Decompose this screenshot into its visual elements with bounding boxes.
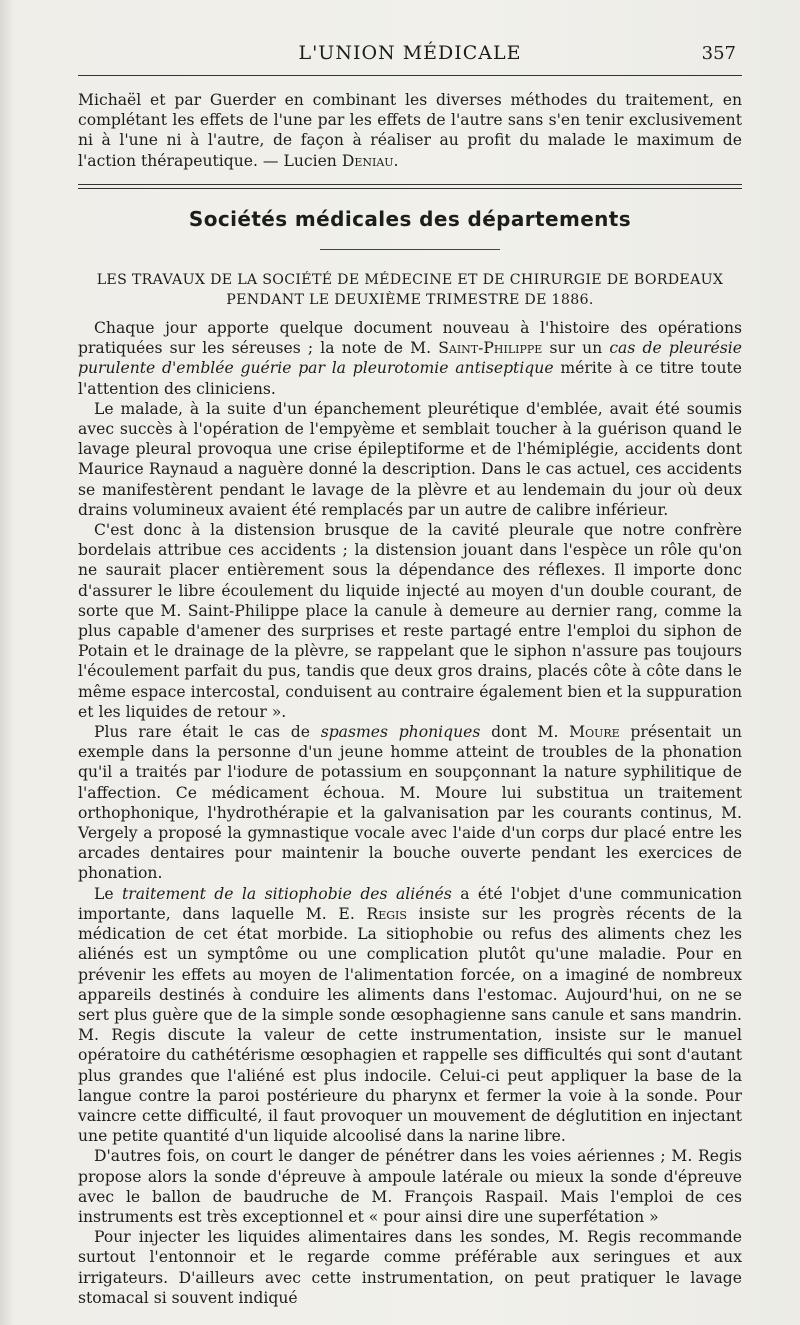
p4-author-name: Moure [569, 723, 620, 742]
section-divider [78, 184, 742, 189]
intro-author: Deniau. [341, 151, 399, 170]
p1-text-c: mérite à ce titre toute l'attention des cliniciens. [78, 359, 742, 398]
section-title: Sociétés médicales des départements [188, 207, 632, 231]
page-header [78, 42, 742, 68]
intro-text: Michaël et par Guerder en combinant les diverses méthodes du traitement, en complétant les effets de l'une par les effets de l'autre sans s'en tenir exclusivement ni à l'une ni à l'autre, de façon à réaliser au profit du malade le maximum de l'action thérapeutique. — Lucien [78, 91, 742, 170]
article-body [78, 318, 742, 1308]
paragraph-7: Pour injecter les liquides alimentaires dans les sondes, M. Regis recommande surtout l'entonnoir et le regarde comme préférable aux seringues et aux irrigateurs. D'ailleurs avec cette instrumentation, on peut pratiquer le lavage stomacal si souvent indiqué [78, 1228, 742, 1307]
paragraph-2: Le malade, à la suite d'un épanchement pleurétique d'emblée, avait été soumis avec succès à l'opération de l'empyème et semblait toucher à la guérison quand le lavage pleural provoqua une crise épileptiforme et de l'hémiplégie, accidents dont Maurice Raynaud a naguère donné la description. Dans le cas actuel, ces accidents se manifestèrent pendant le lavage de la plèvre et au lendemain du jour où deux drains volumineux avaient été remplacés par un autre de calibre inférieur. [78, 399, 742, 519]
p5-text-b: a été l'objet d'une communication importante, dans laquelle M. E. [78, 884, 742, 923]
p4-text-c: présentait un exemple dans la personne d'un jeune homme atteint de troubles de la phonation qu'il a traités par l'iodure de potassium en soupçonnant la nature syphilitique de l'affection. Ce médicament échoua. M. Moure lui substitua un traitement orthophonique, l'hydrothérapie et la galvanisation par les courants continus, M. Vergely a proposé la gymnastique vocale avec l'aide d'un corps dur placé entre les arcades dentaires pour maintenir la bouche ouverte pendant les exercices de phonation. [78, 723, 742, 883]
paragraph-5 [78, 884, 742, 1147]
p1-author-name: Saint-Philippe [438, 339, 543, 358]
p1-case-title: cas de pleurésie purulente d'emblée guérie par la pleurotomie antiseptique [78, 339, 742, 378]
running-title: L'UNION MÉDICALE [298, 42, 522, 64]
header-rule [78, 75, 742, 76]
p1-text-a: Chaque jour apporte quelque document nouveau à l'histoire des opérations pratiquées sur les séreuses ; la note de M. [78, 319, 742, 358]
p4-text-a: Plus rare était le cas de [94, 723, 310, 742]
article-title-line-2: PENDANT LE DEUXIÈME TRIMESTRE DE 1886. [226, 292, 594, 308]
paragraph-6: D'autres fois, on court le danger de pénétrer dans les voies aériennes ; M. Regis propose alors la sonde d'épreuve à ampoule latérale ou mieux la sonde d'épreuve avec le ballon de baudruche de M. François Raspail. Mais l'emploi de ces instruments est très exceptionnel et « pour ainsi dire une superfétation » [78, 1147, 742, 1226]
p5-text-a: Le [94, 884, 114, 903]
section-title-rule [320, 249, 500, 250]
intro-paragraph [78, 90, 742, 171]
paragraph-4 [78, 722, 742, 884]
page-number: 357 [701, 43, 736, 64]
p4-italic: spasmes phoniques [320, 723, 481, 742]
paragraph-1 [78, 318, 742, 399]
p5-author-name: Regis [366, 904, 407, 923]
paragraph-3: C'est donc à la distension brusque de la cavité pleurale que notre confrère bordelais attribue ces accidents ; la distension jouant dans l'espèce un rôle qu'on ne saurait placer entièrement sous la dépendance des réflexes. Il importe donc d'assurer le libre écoulement du liquide injecté au moyen d'un double courant, de sorte que M. Saint-Philippe place la canule à demeure au dernier rang, comme la plus capable d'amener des surprises et reste partagé entre l'emploi du siphon de Potain et le drainage de la plèvre, se rappelant que le siphon n'assure pas toujours l'écoulement parfait du pus, tandis que deux gros drains, placés côte à côte dans le même espace intercostal, conduisent au contraire également bien et la suppuration et les liquides de retour ». [78, 521, 742, 721]
p4-text-b: dont M. [491, 723, 559, 742]
p5-text-c: insiste sur les progrès récents de la médication de cet état morbide. La sitiophobie ou refus des aliments chez les aliénés est un symptôme ou une complication plutôt qu'une maladie. Pour en prévenir les effets au moyen de l'alimentation forcée, on a imaginé de nombreux appareils destinés à conduire les aliments dans l'estomac. Aujourd'hui, on ne se sert plus guère que de la simple sonde œsophagienne sans canule et sans mandrin. M. Regis discute la valeur de cette instrumentation, insiste sur le manuel opératoire du cathétérisme œsophagien et rappelle ses difficultés qui sont d'autant plus grandes que l'aliéné est plus indocile. Celui-ci peut appliquer la base de la langue contre la paroi postérieure du pharynx et fermer la voie à la sonde. Pour vaincre cette difficulté, il faut provoquer un mouvement de déglutition en injectant une petite quantité d'un liquide alcoolisé dans la narine libre. [78, 904, 742, 1146]
article-title-line-1: LES TRAVAUX DE LA SOCIÉTÉ DE MÉDECINE ET DE CHIRURGIE DE BORDEAUX [96, 272, 724, 288]
p5-italic: traitement de la sitiophobie des aliénés [122, 884, 452, 903]
p1-text-b: sur un [549, 339, 603, 358]
article-title [78, 270, 742, 310]
